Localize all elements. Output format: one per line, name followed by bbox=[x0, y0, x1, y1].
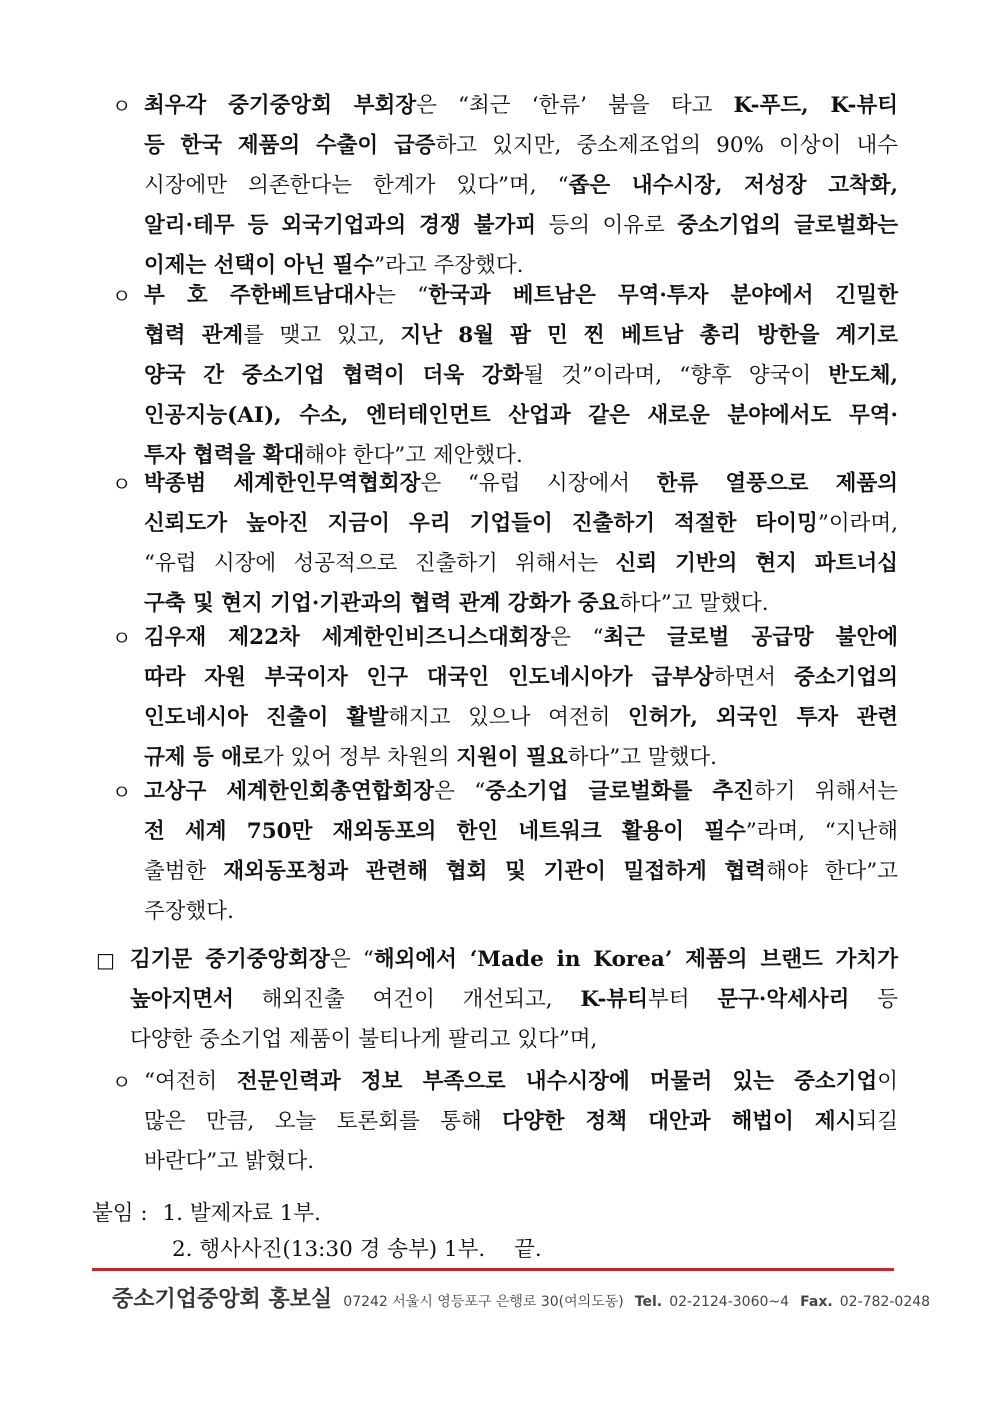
bullet-marker: ㅇ bbox=[112, 472, 132, 496]
text-line: 양국 간 중소기업 협력이 더욱 강화될 것”이라며, “향후 양국이 반도체, bbox=[144, 363, 898, 388]
square-marker: □ bbox=[96, 948, 115, 972]
text-line: “유럽 시장에 성공적으로 진출하기 위해서는 신뢰 기반의 현지 파트너십 bbox=[144, 551, 898, 576]
text-line: 박종범 세계한인무역협회장은 “유럽 시장에서 한류 열풍으로 제품의 bbox=[144, 471, 898, 496]
footer-tel: 02-2124-3060~4 bbox=[669, 1294, 790, 1310]
bullet-marker: ㅇ bbox=[112, 94, 132, 118]
text-line: 바란다”고 밝혔다. bbox=[144, 1149, 315, 1174]
attachment-item: 1. 발제자료 1부. bbox=[162, 1201, 322, 1226]
text-line: 인도네시아 진출이 활발해지고 있으나 여전히 인허가, 외국인 투자 관련 bbox=[144, 705, 898, 730]
text-line: 최우각 중기중앙회 부회장은 “최근 ‘한류’ 붐을 타고 K-푸드, K-뷰티 bbox=[144, 93, 899, 118]
footer-rule bbox=[92, 1268, 894, 1271]
bullet-marker: ㅇ bbox=[112, 284, 132, 308]
text-line: 전 세계 750만 재외동포의 한인 네트워크 활용이 필수”라며, “지난해 bbox=[144, 819, 898, 844]
text-line: 이제는 선택이 아닌 필수”라고 주장했다. bbox=[144, 253, 524, 278]
text-line: 협력 관계를 맺고 있고, 지난 8월 팜 민 찐 베트남 총리 방한을 계기로 bbox=[144, 323, 898, 348]
text-line: 김우재 제22차 세계한인비즈니스대회장은 “최근 글로벌 공급망 불안에 bbox=[144, 625, 898, 650]
footer-address: 07242 서울시 영등포구 은행로 30(여의도동) bbox=[343, 1294, 624, 1310]
end-mark: 끝. bbox=[514, 1237, 542, 1262]
attachment-line-1 bbox=[92, 1196, 321, 1232]
bullet-marker: ㅇ bbox=[112, 626, 132, 650]
attachment-label: 붙임 : bbox=[92, 1201, 148, 1226]
text-line: 높아지면서 해외진출 여건이 개선되고, K-뷰티부터 문구·악세사리 등 bbox=[130, 987, 898, 1012]
footer bbox=[112, 1282, 931, 1318]
text-line: 부 호 주한베트남대사는 “한국과 베트남은 무역·투자 분야에서 긴밀한 bbox=[144, 283, 898, 308]
text-line: 신뢰도가 높아진 지금이 우리 기업들이 진출하기 적절한 타이밍”이라며, bbox=[144, 511, 898, 536]
text-line: 규제 등 애로가 있어 정부 차원의 지원이 필요하다”고 말했다. bbox=[144, 745, 717, 770]
attachment-item: 2. 행사사진(13:30 경 송부) 1부. bbox=[172, 1237, 486, 1262]
text-line: 출범한 재외동포청과 관련해 협회 및 기관이 밀접하게 협력해야 한다”고 bbox=[144, 859, 898, 884]
footer-fax: 02-782-0248 bbox=[839, 1294, 931, 1310]
text-line: 알리·테무 등 외국기업과의 경쟁 불가피 등의 이유로 중소기업의 글로벌화는 bbox=[144, 213, 898, 238]
text-line: 투자 협력을 확대해야 한다”고 제안했다. bbox=[144, 443, 523, 468]
attachment-line-2 bbox=[172, 1232, 542, 1268]
text-line: 다양한 중소기업 제품이 불티나게 팔리고 있다”며, bbox=[130, 1027, 598, 1052]
footer-tel-label: Tel. bbox=[634, 1294, 663, 1310]
text-line: 고상구 세계한인회총연합회장은 “중소기업 글로벌화를 추진하기 위해서는 bbox=[144, 779, 898, 804]
text-line: “여전히 전문인력과 정보 부족으로 내수시장에 머물러 있는 중소기업이 bbox=[144, 1069, 898, 1094]
bullet-marker: ㅇ bbox=[112, 780, 132, 804]
footer-org: 중소기업중앙회 홍보실 bbox=[112, 1287, 333, 1312]
text-line: 시장에만 의존한다는 한계가 있다”며, “좁은 내수시장, 저성장 고착화, bbox=[144, 173, 898, 198]
text-line: 따라 자원 부국이자 인구 대국인 인도네시아가 급부상하면서 중소기업의 bbox=[144, 665, 898, 690]
text-line: 인공지능(AI), 수소, 엔터테인먼트 산업과 같은 새로운 분야에서도 무역· bbox=[144, 403, 898, 428]
text-line: 구축 및 현지 기업·기관과의 협력 관계 강화가 중요하다”고 말했다. bbox=[144, 591, 769, 616]
footer-fax-label: Fax. bbox=[800, 1294, 833, 1310]
bullet-marker: ㅇ bbox=[112, 1070, 132, 1094]
text-line: 김기문 중기중앙회장은 “해외에서 ‘Made in Korea’ 제품의 브랜드 가치가 bbox=[130, 947, 898, 972]
text-line: 주장했다. bbox=[144, 899, 234, 924]
text-line: 등 한국 제품의 수출이 급증하고 있지만, 중소제조업의 90% 이상이 내수 bbox=[144, 133, 898, 158]
text-line: 많은 만큼, 오늘 토론회를 통해 다양한 정책 대안과 해법이 제시되길 bbox=[144, 1109, 898, 1134]
